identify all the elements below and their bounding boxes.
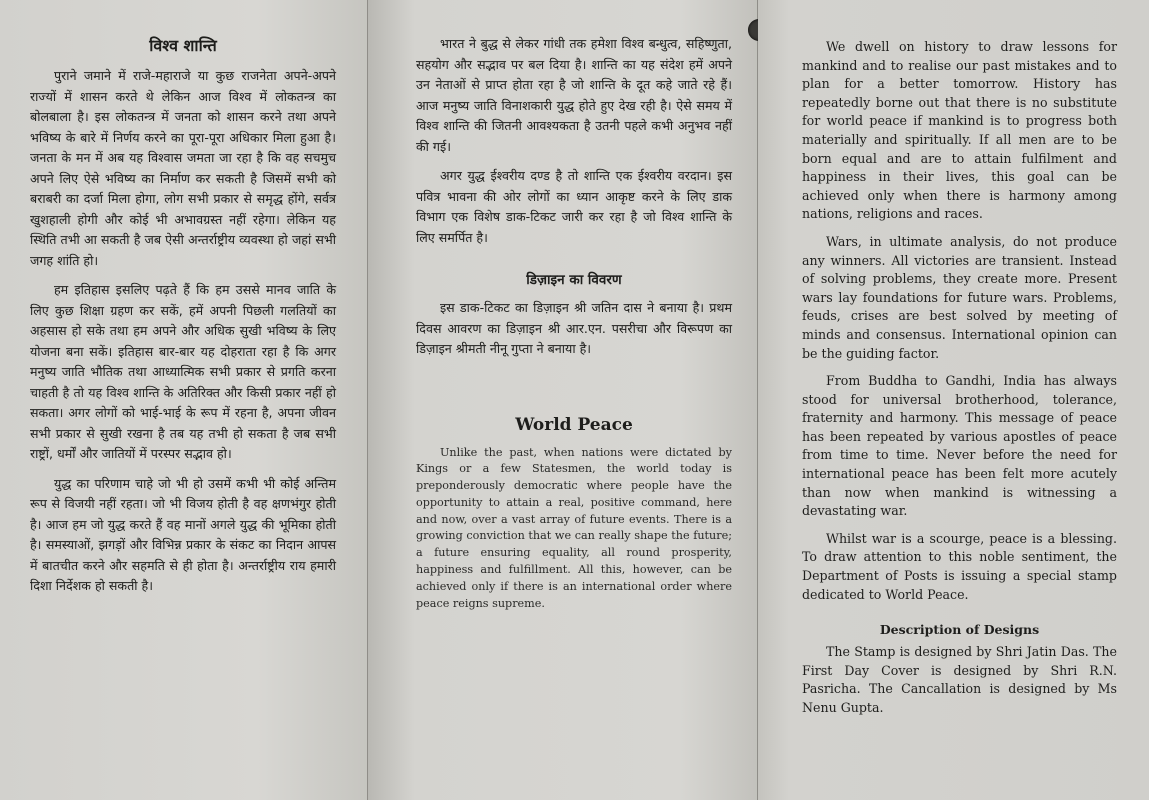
hindi-paragraph-1: पुराने जमाने में राजे-महाराजे या कुछ राजनेता अपने-अपने राज्यों में शासन करते थे लेकिन आज विश्व में लोकतन्त्र का बोलबाला है। इस लोकतन्त्र में जनता को शासन करने तथा अपने भविष्य के बारे में निर्णय करने का पूरा-पूरा अधिकार मिला हुआ है। जनता के मन में अब यह विश्वास जमता जा रहा है कि वह सचमुच अपने लिए ऐसे भविष्य का निर्माण कर सकती है जिसमें सभी को बराबरी का दर्जा मिला होगा, लोग सभी प्रकार से समृद्ध होंगे, सर्वत्र खुशहाली होगी और कोई भी अभावग्रस्त नहीं रहेगा। लेकिन यह स्थिति तभी आ सकती है जब ऐसी अन्तर्राष्ट्रीय व्यवस्था हो जहां सभी जगह शांति हो। xyxy=(30,68,336,268)
hindi-design-paragraph: इस डाक-टिकट का डिज़ाइन श्री जतिन दास ने बनाया है। प्रथम दिवस आवरण का डिज़ाइन श्री आर.एन. पसरीचा और विरूपण का डिज़ाइन श्रीमती नीनू गुप्ता ने बनाया है। xyxy=(416,300,732,356)
english-paragraph-1: We dwell on history to draw lessons for mankind and to realise our past mistakes and to plan for a better tomorrow. History has repeatedly borne out that there is no substitute for world peace if mankind is to progress both materially and spiritually. If all men are to be born equal and are to attain fulfilment and happiness in their lives, this goal can be achieved only when there is harmony among nations, religions and races. xyxy=(802,39,1117,222)
hindi-title: विश्व शान्ति xyxy=(149,36,217,55)
middle-hindi-section xyxy=(416,34,732,360)
english-design-heading: Description of Designs xyxy=(879,622,1040,638)
hindi-paragraph-2: हम इतिहास इसलिए पढ़ते हैं कि हम उससे मानव जाति के लिए कुछ शिक्षा ग्रहण कर सकें, हमें अपनी पिछली गलतियों का अहसास हो सके तथा हम अपने और अधिक सुखी भविष्य के लिए योजना बना सकें। इतिहास बार-बार यह दोहराता रहा है कि अगर मनुष्य जाति भौतिक तथा आध्यात्मिक सभी प्रकार से प्रगति करना चाहती है तो यह विश्व शान्ति के अतिरिक्त और किसी प्रकार नहीं हो सकता। अगर लोगों को भाई-भाई के रूप में रहना है, अपना जीवन सभी प्रकार से सुखी रखना है तब यह तभी हो सकता है जब सभी राष्ट्रों, धर्मों और जातियों में परस्पर सद्भाव हो। xyxy=(30,282,336,461)
english-design-paragraph: The Stamp is designed by Shri Jatin Das. The First Day Cover is designed by Shri R.N. Pasricha. The Cancallation is designed by Ms Nenu Gupta. xyxy=(802,644,1117,715)
middle-hindi-paragraph-2: अगर युद्ध ईश्वरीय दण्ड है तो शान्ति एक ईश्वरीय वरदान। इस पवित्र भावना की ओर लोगों का ध्यान आकृष्ट करने के लिए डाक विभाग एक विशेष डाक-टिकट जारी कर रहा है जो विश्व शान्ति के लिए समर्पित है। xyxy=(416,168,732,245)
hindi-paragraph-3: युद्ध का परिणाम चाहे जो भी हो उसमें कभी भी कोई अन्तिम रूप से विजयी नहीं रहता। जो भी विजय होती है वह क्षणभंगुर होती है। आज हम जो युद्ध करते हैं वह मानों अगले युद्ध की भूमिका होती है। समस्याओं, झगड़ों और विभिन्न प्रकार के संकट का निदान आपस में बातचीत करने और सहमति से ही होता है। अन्तर्राष्ट्रीय राय हमारी दिशा निर्देशक हो सकती है। xyxy=(30,475,336,593)
english-title: World Peace xyxy=(515,414,633,435)
spacer xyxy=(416,369,732,415)
middle-panel xyxy=(368,0,758,800)
middle-hindi-paragraph-1: भारत ने बुद्ध से लेकर गांधी तक हमेशा विश्व बन्धुत्व, सहिष्णुता, सहयोग और सद्भाव पर बल दिया है। शान्ति का यह संदेश हमें अपने उन नेताओं से प्राप्त होता रहा है जो शान्ति के दूत कहे जाते रहे हैं। आज मनुष्य जाति विनाशकारी युद्ध होते हुए देख रही है। ऐसे समय में विश्व शान्ति की जितनी आवश्यकता है उतनी पहले कभी अनुभव नहीं की गई। xyxy=(416,36,732,154)
left-panel-hindi xyxy=(0,0,368,800)
middle-english-section xyxy=(416,415,732,613)
english-paragraph-4: Whilst war is a scourge, peace is a blessing. To draw attention to this noble sentiment, the Department of Posts is issuing a special stamp dedicated to World Peace. xyxy=(802,530,1117,602)
english-paragraph-2: Wars, in ultimate analysis, do not produce any winners. All victories are transient. Instead of solving problems, they create more. Present wars lay foundations for future wars. Problems, feuds, crises are best solved by meeting of minds and consensus. International opinion can be the guiding factor. xyxy=(802,233,1117,361)
english-intro-paragraph: Unlike the past, when nations were dictated by Kings or a few Statesmen, the world today is preponderously democratic where people have the opportunity to attain a real, positive command, here and now, over a vast array of future events. There is a growing conviction that we can really shape the future; a future ensuring equality, all round prosperity, happiness and fulfillment. All this, however, can be achieved only if there is an international order where peace reigns supreme. xyxy=(416,445,732,610)
right-panel-english xyxy=(758,0,1149,800)
english-paragraph-3: From Buddha to Gandhi, India has always stood for universal brotherhood, tolerance, fraternity and harmony. This message of peace has been repeated by various apostles of peace from time to time. Never before the need for international peace has been felt more acutely than now when mankind is witnessing a devastating war. xyxy=(802,373,1117,519)
hindi-design-heading: डिज़ाइन का विवरण xyxy=(526,272,622,288)
